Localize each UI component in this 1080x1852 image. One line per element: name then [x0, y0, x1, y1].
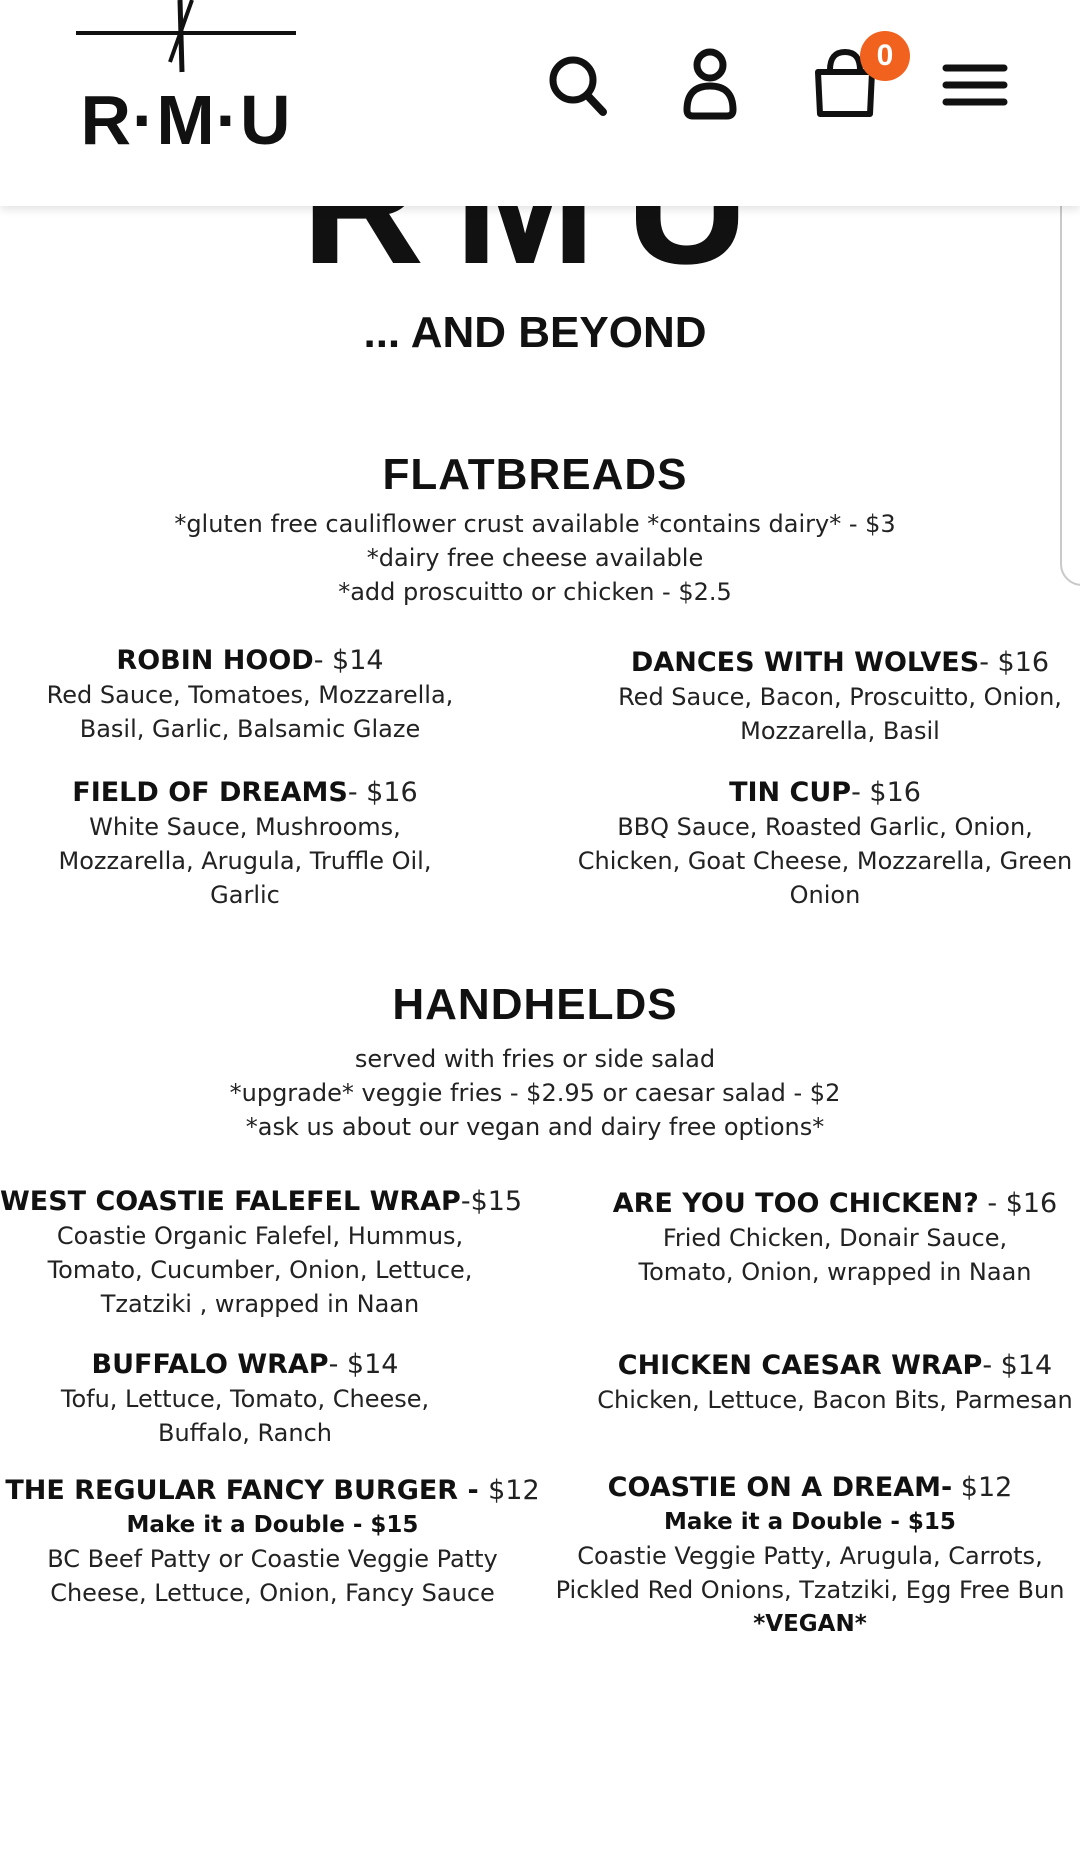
item-description: BBQ Sauce, Roasted Garlic, Onion, Chicken, Goat Cheese, Mozzarella, Green Onion	[577, 813, 1073, 909]
item-name: CHICKEN CAESAR WRAP	[617, 1350, 983, 1381]
user-icon	[665, 40, 755, 130]
menu-item	[5, 1474, 540, 1610]
item-name: ARE YOU TOO CHICKEN?	[612, 1188, 979, 1219]
item-description: Red Sauce, Tomatoes, Mozzarella, Basil, Garlic, Balsamic Glaze	[46, 681, 454, 743]
note-line: *upgrade* veggie fries - $2.95 or caesar salad - $2	[229, 1079, 841, 1107]
item-description: Coastie Organic Falefel, Hummus, Tomato, Cucumber, Onion, Lettuce, Tzatziki , wrapped in Naan	[47, 1222, 473, 1318]
item-price: - $16	[347, 777, 418, 808]
menu-item	[585, 646, 1080, 748]
item-description: Red Sauce, Bacon, Proscuitto, Onion, Mozzarella, Basil	[618, 683, 1062, 745]
item-description: Fried Chicken, Donair Sauce, Tomato, Onion, wrapped in Naan	[638, 1224, 1032, 1286]
item-price: - $16	[851, 777, 921, 808]
item-price: - $16	[979, 647, 1050, 678]
vegan-tag: *VEGAN*	[753, 1611, 867, 1637]
note-line: *gluten free cauliflower crust available *contains dairy* - $3	[174, 510, 896, 538]
note-line: *dairy free cheese available	[366, 544, 704, 572]
search-button[interactable]	[533, 40, 623, 130]
item-description: BC Beef Patty or Coastie Veggie Patty Cheese, Lettuce, Onion, Fancy Sauce	[47, 1545, 498, 1607]
logo-cross-mark	[66, 0, 306, 90]
menu-item	[590, 1187, 1080, 1289]
menu-item	[590, 1349, 1080, 1417]
site-logo[interactable]	[66, 0, 306, 160]
section-title-handhelds: HANDHELDS	[392, 980, 678, 1029]
item-price: $12	[952, 1472, 1013, 1503]
site-header	[0, 0, 1080, 206]
item-price: - $14	[982, 1350, 1053, 1381]
flatbreads-notes	[0, 507, 1070, 609]
item-description: White Sauce, Mushrooms, Mozzarella, Arugula, Truffle Oil, Garlic	[58, 813, 432, 909]
menu-item	[0, 1185, 523, 1321]
account-button[interactable]	[665, 40, 755, 130]
item-double-option: Make it a Double - $15	[126, 1512, 419, 1538]
item-description: Chicken, Lettuce, Bacon Bits, Parmesan	[597, 1386, 1073, 1414]
handhelds-notes	[0, 1042, 1070, 1144]
item-price: $12	[488, 1475, 540, 1506]
note-line: *ask us about our vegan and dairy free options*	[245, 1113, 825, 1141]
item-double-option: Make it a Double - $15	[664, 1509, 956, 1535]
note-line: *add proscuitto or chicken - $2.5	[338, 578, 732, 606]
note-line: served with fries or side salad	[354, 1045, 716, 1073]
item-description: Tofu, Lettuce, Tomato, Cheese, Buffalo, Ranch	[60, 1385, 430, 1447]
cart-count-badge: 0	[860, 31, 910, 81]
item-name: FIELD OF DREAMS	[72, 777, 348, 808]
logo-text: R·M·U	[80, 81, 292, 159]
page-subtitle: ... AND BEYOND	[363, 308, 707, 357]
item-name: ROBIN HOOD	[116, 645, 314, 676]
menu-item	[540, 1471, 1080, 1641]
menu-item	[570, 776, 1080, 912]
item-name: WEST COASTIE FALEFEL WRAP	[0, 1186, 461, 1217]
menu-item	[10, 644, 490, 746]
item-name: DANCES WITH WOLVES	[630, 647, 980, 678]
item-price: -$15	[460, 1186, 523, 1217]
item-price: - $16	[978, 1188, 1058, 1219]
item-price: - $14	[313, 645, 384, 676]
menu-button[interactable]	[930, 40, 1020, 130]
item-description: Coastie Veggie Patty, Arugula, Carrots, Pickled Red Onions, Tzatziki, Egg Free Bun	[555, 1542, 1065, 1604]
item-price: - $14	[328, 1349, 399, 1380]
menu-item	[10, 1348, 480, 1450]
search-icon	[533, 40, 623, 130]
item-name: BUFFALO WRAP	[91, 1349, 329, 1380]
menu-item	[10, 776, 480, 912]
item-name: THE REGULAR FANCY BURGER -	[5, 1475, 489, 1506]
hamburger-menu-icon	[930, 40, 1020, 130]
item-name: COASTIE ON A DREAM-	[607, 1472, 953, 1503]
section-title-flatbreads: FLATBREADS	[382, 450, 688, 499]
item-name: TIN CUP	[729, 777, 852, 808]
